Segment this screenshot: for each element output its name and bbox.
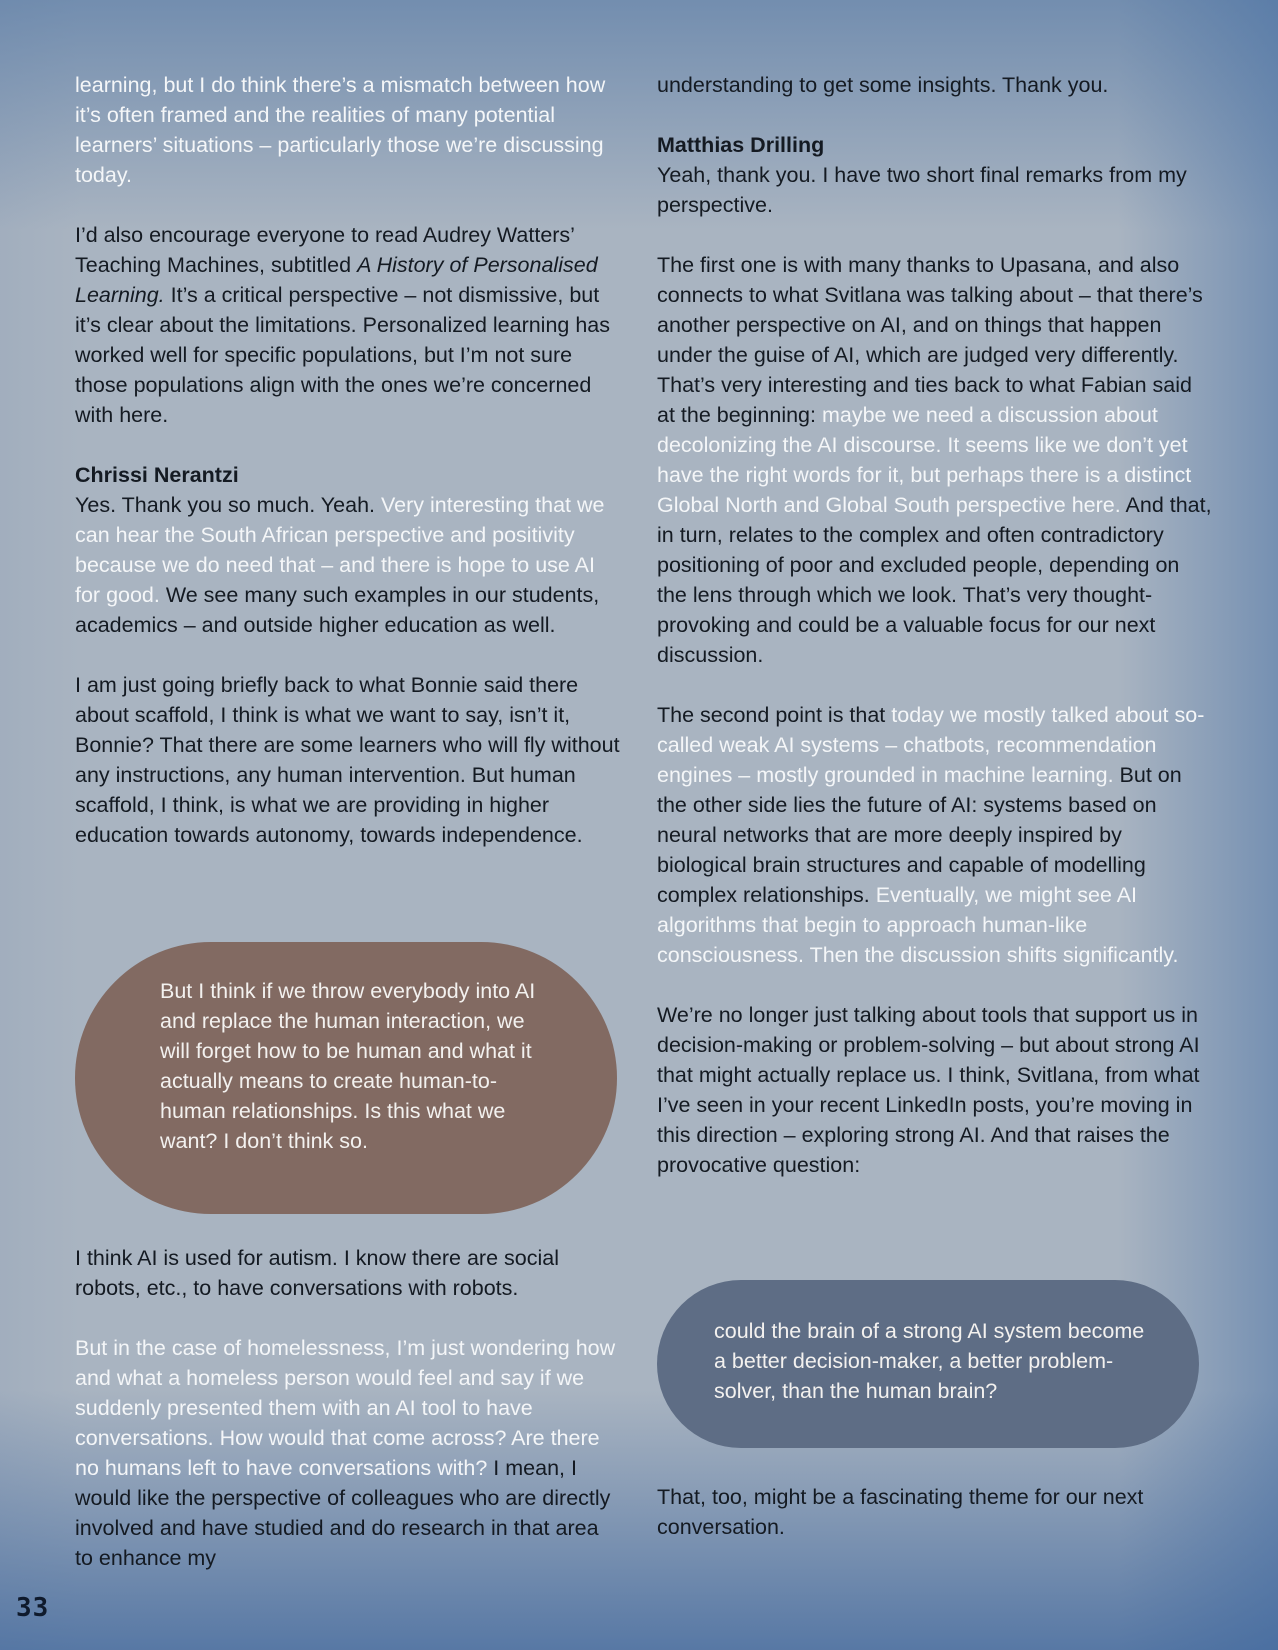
- highlighted-text: But in the case of homelessness, I’m just wondering how and what a homeless person would feel and say if we suddenly presented them with an AI tool to have conversations. How would that come across? Are there no humans left to have conversations with?: [75, 1336, 616, 1480]
- pull-quote-text: could the brain of a strong AI system become a better decision-maker, a better problem-solver, than the human brain?: [714, 1319, 1145, 1403]
- paragraph: I think AI is used for autism. I know there are social robots, etc., to have conversations with robots.: [75, 1246, 559, 1300]
- paragraph: [75, 220, 620, 430]
- highlighted-text: maybe we need a discussion about decolonizing the AI discourse. It seems like we don’t yet have the right words for it, but perhaps there is a distinct Global North and Global South perspective here.: [657, 403, 1192, 517]
- book-subtitle: A History of Personalised Learning.: [75, 253, 598, 307]
- page-number: 33: [16, 1593, 50, 1623]
- paragraph: [75, 70, 620, 190]
- text-span: Yes. Thank you so much. Yeah.: [75, 493, 381, 517]
- speaker-name: Matthias Drilling: [657, 133, 825, 157]
- highlighted-text: learning, but I do think there’s a mismatch between how it’s often framed and the realities of many potential learners’ situations – particularly those we’re discussing today.: [75, 73, 606, 187]
- text-span: And that, in turn, relates to the complex and often contradictory positioning of poor and excluded people, depending on the lens through which we look. That’s very thought-provoking and could be a valuable focus for our next discussion.: [657, 493, 1212, 667]
- paragraph: [75, 1333, 620, 1573]
- left-column: [75, 70, 620, 880]
- highlighted-text: Very interesting that we can hear the South African perspective and positivity because we do need that – and there is hope to use AI for good.: [75, 493, 605, 607]
- paragraph: [657, 700, 1212, 970]
- highlighted-text: Eventually, we might see AI algorithms that begin to approach human-like consciousness. Then the discussion shifts significantly.: [657, 883, 1179, 967]
- text-span: We see many such examples in our students, academics – and outside higher education as well.: [75, 583, 600, 637]
- text-span: I mean, I would like the perspective of colleagues who are directly involved and have studied and do research in that area to enhance my: [75, 1456, 611, 1570]
- left-column-bottom: [75, 1243, 620, 1603]
- right-column: [657, 70, 1212, 1210]
- speaker-name: Chrissi Nerantzi: [75, 463, 239, 487]
- text-span: The first one is with many thanks to Upasana, and also connects to what Svitlana was talking about – that there’s another perspective on AI, and on things that happen under the guise of AI, which are judged very differently. That’s very interesting and ties back to what Fabian said at the beginning:: [657, 253, 1203, 427]
- pull-quote-text: But I think if we throw everybody into AI and replace the human interaction, we will forget how to be human and what it actually means to create human-to-human relationships. Is this what we want? I don’t think so.: [160, 979, 536, 1153]
- text-span: Yeah, thank you. I have two short final remarks from my perspective.: [657, 163, 1187, 217]
- paragraph: I am just going briefly back to what Bonnie said there about scaffold, I think is what we want to say, isn’t it, Bonnie? That there are some learners who will fly without any instructions, any human intervention. But human scaffold, I think, is what we are providing in higher education towards autonomy, towards independence.: [75, 673, 620, 847]
- pull-quote: [75, 942, 617, 1214]
- pull-quote: [657, 1280, 1199, 1448]
- text-span: I’d also encourage everyone to read Audrey Watters’ Teaching Machines, subtitled: [75, 223, 575, 277]
- paragraph: We’re no longer just talking about tools that support us in decision-making or problem-solving – but about strong AI that might actually replace us. I think, Svitlana, from what I’ve seen in your recent LinkedIn posts, you’re moving in this direction – exploring strong AI. And that raises the provocative question:: [657, 1003, 1200, 1177]
- right-column-bottom: [657, 1482, 1212, 1572]
- paragraph: That, too, might be a fascinating theme for our next conversation.: [657, 1485, 1144, 1539]
- text-span: But on the other side lies the future of AI: systems based on neural networks that are more deeply inspired by biological brain structures and capable of modelling complex relationships.: [657, 763, 1182, 907]
- paragraph: [657, 250, 1212, 670]
- text-span: The second point is that: [657, 703, 892, 727]
- paragraph: understanding to get some insights. Thank you.: [657, 73, 1109, 97]
- paragraph: [75, 460, 620, 640]
- text-span: It’s a critical perspective – not dismissive, but it’s clear about the limitations. Personalized learning has worked well for specific populations, but I’m not sure those populations align with the ones we’re concerned with here.: [75, 283, 611, 427]
- highlighted-text: today we mostly talked about so-called weak AI systems – chatbots, recommendation engines – mostly grounded in machine learning.: [657, 703, 1205, 787]
- paragraph: [657, 130, 1212, 220]
